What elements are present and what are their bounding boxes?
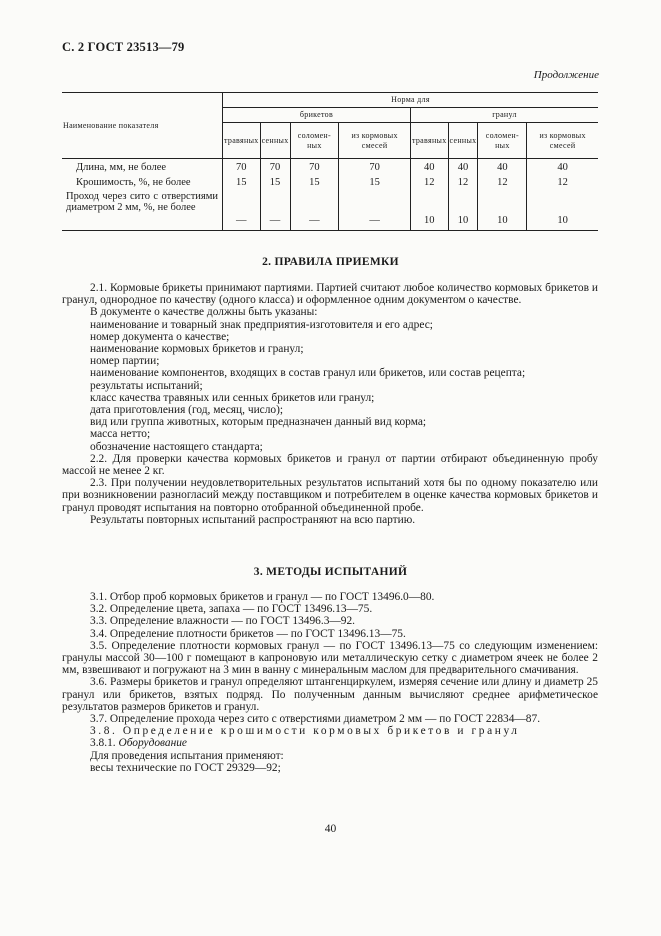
page-number: 40: [324, 823, 337, 835]
section-methods-body: [62, 591, 598, 774]
continued-label: Продолжение: [533, 69, 599, 81]
table-cell: —: [290, 190, 339, 230]
table-cell: 70: [339, 159, 411, 176]
subcol-header: сенных: [448, 123, 478, 159]
table-cell: 70: [290, 159, 339, 176]
norm-header: Норма для: [223, 93, 599, 108]
list-item: наименование компонентов, входящих в состав гранул или брикетов, или состав рецепта;: [90, 367, 526, 380]
subcol-header: травяных: [223, 123, 261, 159]
table-cell: 40: [527, 159, 598, 176]
table-row: [62, 190, 598, 230]
table-cell: 12: [448, 175, 478, 190]
list-item: номер документа о качестве;: [90, 330, 230, 343]
list-item: дата приготовления (год, месяц, число);: [90, 404, 284, 417]
table-cell: 12: [410, 175, 448, 190]
subsection-label: [62, 737, 598, 749]
table-cell: 70: [223, 159, 261, 176]
list-item: наименование и товарный знак предприятия-изготовителя и его адрес;: [90, 318, 433, 331]
table-cell: 70: [260, 159, 290, 176]
section-title-methods: 3. МЕТОДЫ ИСПЫТАНИЙ: [253, 566, 408, 578]
row-name: Проход через сито с отверстиями диаметром 2 мм, %, не более: [66, 191, 218, 213]
col-name-header: Наименование показателя: [62, 93, 223, 159]
norms-table: [62, 92, 598, 231]
table-cell: 40: [478, 159, 527, 176]
table-cell: 40: [448, 159, 478, 176]
table-cell: 40: [410, 159, 448, 176]
subcol-header: из кормовых смесей: [339, 123, 411, 159]
paragraph: 3.4. Определение плотности брикетов — по ГОСТ 13496.13—75.: [90, 627, 406, 640]
page-header: С. 2 ГОСТ 23513—79: [62, 40, 185, 54]
table-cell: 10: [527, 190, 598, 230]
table-row: [62, 159, 598, 176]
table-cell: 15: [260, 175, 290, 190]
subsection-title: Оборудование: [118, 737, 187, 750]
list-item: результаты испытаний;: [90, 379, 203, 392]
table-cell: —: [223, 190, 261, 230]
table-cell: —: [260, 190, 290, 230]
row-name: Крошимость, %, не более: [76, 177, 191, 188]
paragraph: 3.3. Определение влажности — по ГОСТ 13496.3—92.: [90, 615, 356, 628]
section-title-acceptance: 2. ПРАВИЛА ПРИЕМКИ: [262, 256, 399, 268]
paragraph: В документе о качестве должны быть указаны:: [90, 306, 318, 319]
table-cell: 15: [339, 175, 411, 190]
group-granules: гранул: [410, 108, 598, 123]
paragraph: 2.3. При получении неудовлетворительных результатов испытаний хотя бы по одному показателю или при возникновении разногласий между поставщиком и потребителем в оценке качества кормовых брикетов и гранул проводят испытания на повторно отобранной объединенной пробе.: [62, 477, 598, 514]
table-cell: 10: [448, 190, 478, 230]
subsection-heading: 3.8. Определение крошимости кормовых брикетов и гранул: [90, 725, 520, 738]
paragraph: 3.2. Определение цвета, запаха — по ГОСТ 13496.13—75.: [90, 603, 373, 616]
subcol-header: соломен-ных: [478, 123, 527, 159]
paragraph: весы технические по ГОСТ 29329—92;: [90, 761, 281, 774]
table-cell: 12: [527, 175, 598, 190]
subcol-header: соломен-ных: [290, 123, 339, 159]
list-item: номер партии;: [90, 355, 160, 368]
row-name: Длина, мм, не более: [76, 162, 167, 173]
subcol-header: травяных: [410, 123, 448, 159]
paragraph: 2.2. Для проверки качества кормовых брикетов и гранул от партии отбирают объединенную пробу массой не менее 2 кг.: [62, 452, 598, 478]
section-acceptance-body: [62, 282, 598, 526]
table-cell: 15: [290, 175, 339, 190]
list-item: класс качества травяных или сенных брикетов или гранул;: [90, 391, 375, 404]
list-item: масса нетто;: [90, 428, 151, 441]
paragraph: 3.5. Определение плотности кормовых гранул — по ГОСТ 13496.13—75 со следующим изменением: гранулы массой 30—100 г помещают в капроновую или металлическую сетку с диаметром ячеек не более 2 мм, взвешивают и погружают на 3 мин в ванну с минеральным маслом для предварительного смачивания.: [62, 639, 598, 677]
paragraph: Для проведения испытания применяют:: [90, 749, 284, 762]
list-item: обозначение настоящего стандарта;: [90, 440, 263, 453]
table-row: [62, 175, 598, 190]
subcol-header: сенных: [260, 123, 290, 159]
subsection-number: 3.8.1.: [90, 737, 116, 750]
table-cell: 10: [410, 190, 448, 230]
table-cell: 10: [478, 190, 527, 230]
subcol-header: из кормовых смесей: [527, 123, 598, 159]
paragraph: 2.1. Кормовые брикеты принимают партиями. Партией считают любое количество кормовых брикетов и гранул, однородное по качеству (одного класса) и оформленное одним документом о качестве.: [62, 282, 598, 307]
paragraph: 3.1. Отбор проб кормовых брикетов и гранул — по ГОСТ 13496.0—80.: [90, 591, 435, 603]
table-cell: —: [339, 190, 411, 230]
table-cell: 12: [478, 175, 527, 190]
list-item: вид или группа животных, которым предназначен данный вид корма;: [90, 416, 427, 429]
paragraph: 3.7. Определение прохода через сито с отверстиями диаметром 2 мм — по ГОСТ 22834—87.: [90, 713, 541, 726]
list-item: наименование кормовых брикетов и гранул;: [90, 343, 304, 356]
group-briquettes: брикетов: [223, 108, 411, 123]
paragraph: Результаты повторных испытаний распространяют на всю партию.: [90, 513, 416, 526]
paragraph: 3.6. Размеры брикетов и гранул определяют штангенциркулем, измеряя сечение или длину и диаметр 25 гранул или брикетов, взятых подряд. По полученным данным вычисляют среднее арифметическое результатов размеров брикетов и гранул.: [62, 676, 598, 713]
table-cell: 15: [223, 175, 261, 190]
